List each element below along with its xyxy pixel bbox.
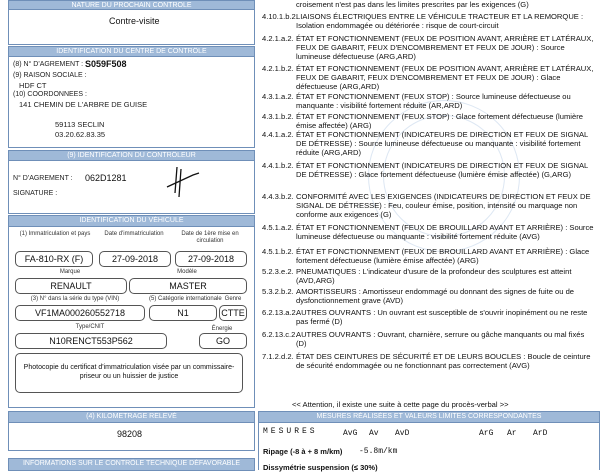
date2-label: Date de 1ère mise en circulation xyxy=(181,231,239,244)
defect-text: ÉTAT ET FONCTIONNEMENT (FEUX DE BROUILLARD AVANT ET ARRIÈRE) : Source lumineuse défectueuse ou manquante : visibilité fortement réduite (AVG) xyxy=(296,223,594,241)
marque-field: RENAULT xyxy=(15,278,127,294)
defect-text: ÉTAT ET FONCTIONNEMENT (FEUX DE BROUILLARD AVANT ET ARRIÈRE) : Glace fortement défectueuse (lumière émise affectée) (ARG) xyxy=(296,247,590,265)
modele-label: Modèle xyxy=(177,269,197,275)
vehicule-box xyxy=(8,226,255,408)
defect-code: 5.3.2.b.2. xyxy=(262,287,294,296)
defect-text: AUTRES OUVRANTS : Un ouvrant est susceptible de s'ouvrir inopinément ou ne reste pas fermé (D) xyxy=(296,308,588,326)
registration-note: Photocopie du certificat d'immatriculation visée par un commissaire-priseur ou un huissier de justice xyxy=(15,353,243,393)
centre-header: IDENTIFICATION DU CENTRE DE CONTRÔLE xyxy=(8,46,255,57)
centre-agrement-value: S059F508 xyxy=(85,59,127,69)
col-avd: AvD xyxy=(395,429,410,438)
col-avg: AvG xyxy=(343,429,358,438)
defect-code: 4.5.1.a.2. xyxy=(262,223,294,232)
defect-code: 6.2.13.c.2. xyxy=(262,330,298,339)
mesures-label: MESURES xyxy=(263,427,318,436)
defect-code: 4.10.1.b.2. xyxy=(262,12,298,21)
next-visit-box xyxy=(8,9,255,45)
centre-box xyxy=(8,56,255,148)
controleur-agrement-value: 062D1281 xyxy=(85,173,127,183)
km-box xyxy=(8,422,255,451)
defect-text: ÉTAT ET FONCTIONNEMENT (INDICATEURS DE DIRECTION ET FEUX DE SIGNAL DE DÉTRESSE) : Source lumineuse défectueuse ou manquante : visibilité fortement réduite (ARG,ARD) xyxy=(296,130,588,157)
defect-text: PNEUMATIQUES : L'indicateur d'usure de la profondeur des sculptures est atteint (AVD,ARG) xyxy=(296,267,572,285)
marque-label: Marque xyxy=(59,269,81,275)
defect-text: CONFORMITÉ AVEC LES EXIGENCES (INDICATEURS DE DIRECTION ET FEUX DE SIGNAL DE DÉTRESSE) : Feu, couleur émise, position, intensité ou marquage non conforme aux exigences (G) xyxy=(296,192,591,219)
centre-phone: 03.20.62.83.35 xyxy=(55,130,106,139)
centre-raison-label: (9) RAISON SOCIALE : xyxy=(13,72,87,79)
defect-text: ÉTAT ET FONCTIONNEMENT (FEUX STOP) : Source lumineuse défectueuse ou manquante : visibilité fortement réduite (AR,ARD) xyxy=(296,92,571,110)
defect-text: ÉTAT ET FONCTIONNEMENT (FEUX STOP) : Glace fortement défectueuse (lumière émise affectée) (ARG) xyxy=(296,112,583,130)
centre-address: 141 CHEMIN DE L'ARBRE DE GUISE xyxy=(19,100,148,109)
vehicule-header: IDENTIFICATION DU VÉHICULE xyxy=(8,215,255,227)
type-field: N10RENCT553P562 xyxy=(15,333,167,349)
controleur-agrement-label: N° D'AGREMENT : xyxy=(13,175,73,182)
date1-label: Date d'immatriculation xyxy=(104,231,164,237)
defect-code: 4.4.1.a.2. xyxy=(262,130,294,139)
centre-coord-label: (10) COORDONNEES : xyxy=(13,91,87,98)
col-av: Av xyxy=(369,429,379,438)
defect-text: AMORTISSEURS : Amortisseur endommagé ou donnant des signes de fuite ou de dysfonctionnement grave (AVD) xyxy=(296,287,575,305)
centre-raison-value: HDF CT xyxy=(19,81,47,90)
info-header: INFORMATIONS SUR LE CONTRÔLE TECHNIQUE DÉFAVORABLE xyxy=(8,458,255,471)
col-arg: ArG xyxy=(479,429,494,438)
centre-city: 59113 SECLIN xyxy=(55,120,105,129)
genre-label: Genre xyxy=(224,296,242,302)
defect-code: 6.2.13.a.2. xyxy=(262,308,298,317)
defect-text: ÉTAT DES CEINTURES DE SÉCURITÉ ET DE LEURS BOUCLES : Boucle de ceinture de sécurité endommagée ou ne fonctionnant pas correctement (AVG) xyxy=(296,352,591,370)
defect-text: ÉTAT ET FONCTIONNEMENT (INDICATEURS DE DIRECTION ET FEUX DE SIGNAL DE DÉTRESSE) : Glace fortement défectueuse (lumière émise affectée) (G,ARG) xyxy=(296,161,588,179)
date1-field: 27-09-2018 xyxy=(99,251,171,267)
ripage-value: -5.8m/km xyxy=(359,447,398,456)
defect-code: 5.2.3.e.2. xyxy=(262,267,294,276)
defect-text: LIAISONS ÉLECTRIQUES ENTRE LE VÉHICULE TRACTEUR ET LA REMORQUE : Isolation endommagée ou détériorée : risque de court-circuit xyxy=(296,12,584,30)
genre-field: CTTE xyxy=(219,305,247,321)
defect-code: 4.3.1.b.2. xyxy=(262,112,294,121)
defects-panel xyxy=(258,0,600,410)
type-label: Type/CNIT xyxy=(75,324,105,330)
mesures-box xyxy=(258,422,600,470)
defect-text: croisement n'est pas dans les limites prescrites par les exigences (G) xyxy=(296,0,529,9)
attention-note: << Attention, il existe une suite à cette page du procès-verbal >> xyxy=(292,400,509,409)
date2-field: 27-09-2018 xyxy=(175,251,247,267)
defect-code: 4.5.1.b.2. xyxy=(262,247,294,256)
col-ard: ArD xyxy=(533,429,548,438)
centre-agrement-label: (8) N° D'AGREMENT : xyxy=(13,61,84,68)
categorie-label: (5) Catégorie internationale xyxy=(149,296,222,302)
vin-field: VF1MA000260552718 xyxy=(15,305,145,321)
modele-field: MASTER xyxy=(129,278,247,294)
defect-code: 4.4.1.b.2. xyxy=(262,161,294,170)
energie-field: GO xyxy=(199,333,247,349)
defect-code: 4.3.1.a.2. xyxy=(262,92,294,101)
immat-label: (1) Immatriculation et pays xyxy=(19,231,91,237)
defect-code: 4.4.3.b.2. xyxy=(262,192,294,201)
col-ar: Ar xyxy=(507,429,517,438)
defect-text: ÉTAT ET FONCTIONNEMENT (FEUX DE POSITION AVANT, ARRIÈRE ET LATÉRAUX, FEUX DE GABARIT, FEUX D'ENCOMBREMENT ET FEUX DE JOUR) : Glace défectueuse (ARG,ARD) xyxy=(296,64,594,91)
vin-label: (3) N° dans la série du type (VIN) xyxy=(30,296,120,302)
defect-code: 7.1.2.d.2. xyxy=(262,352,294,361)
controleur-header: (9) IDENTIFICATION DU CONTRÔLEUR xyxy=(8,150,255,161)
controleur-box xyxy=(8,160,255,214)
defect-text: ÉTAT ET FONCTIONNEMENT (FEUX DE POSITION AVANT, ARRIÈRE ET LATÉRAUX, FEUX DE GABARIT, FEUX D'ENCOMBREMENT ET FEUX DE JOUR) : Source lumineuse défectueuse (ARG,ARD) xyxy=(296,34,594,61)
defect-code: 4.2.1.b.2. xyxy=(262,64,294,73)
defect-text: AUTRES OUVRANTS : Ouvrant, charnière, serrure ou gâche manquants ou mal fixés (D) xyxy=(296,330,585,348)
ripage-label: Ripage (-8 à + 8 m/km) xyxy=(263,447,343,456)
dissymetrie-label: Dissymétrie suspension (≤ 30%) xyxy=(263,463,378,472)
next-visit-value: Contre-visite xyxy=(109,16,160,26)
signature-label: SIGNATURE : xyxy=(13,190,58,197)
signature-image xyxy=(159,163,209,203)
defect-code: 4.2.1.a.2. xyxy=(262,34,294,43)
categorie-field: N1 xyxy=(149,305,217,321)
km-header: (4) KILOMETRAGE RELEVÉ xyxy=(8,411,255,423)
next-visit-header: NATURE DU PROCHAIN CONTROLE xyxy=(8,0,255,10)
immat-field: FA-810-RX (F) xyxy=(15,251,93,267)
mesures-header: MESURES RÉALISÉES ET VALEURS LIMITES CORRESPONDANTES xyxy=(258,411,600,423)
km-value: 98208 xyxy=(117,429,143,439)
energie-label: Énergie xyxy=(211,326,233,332)
